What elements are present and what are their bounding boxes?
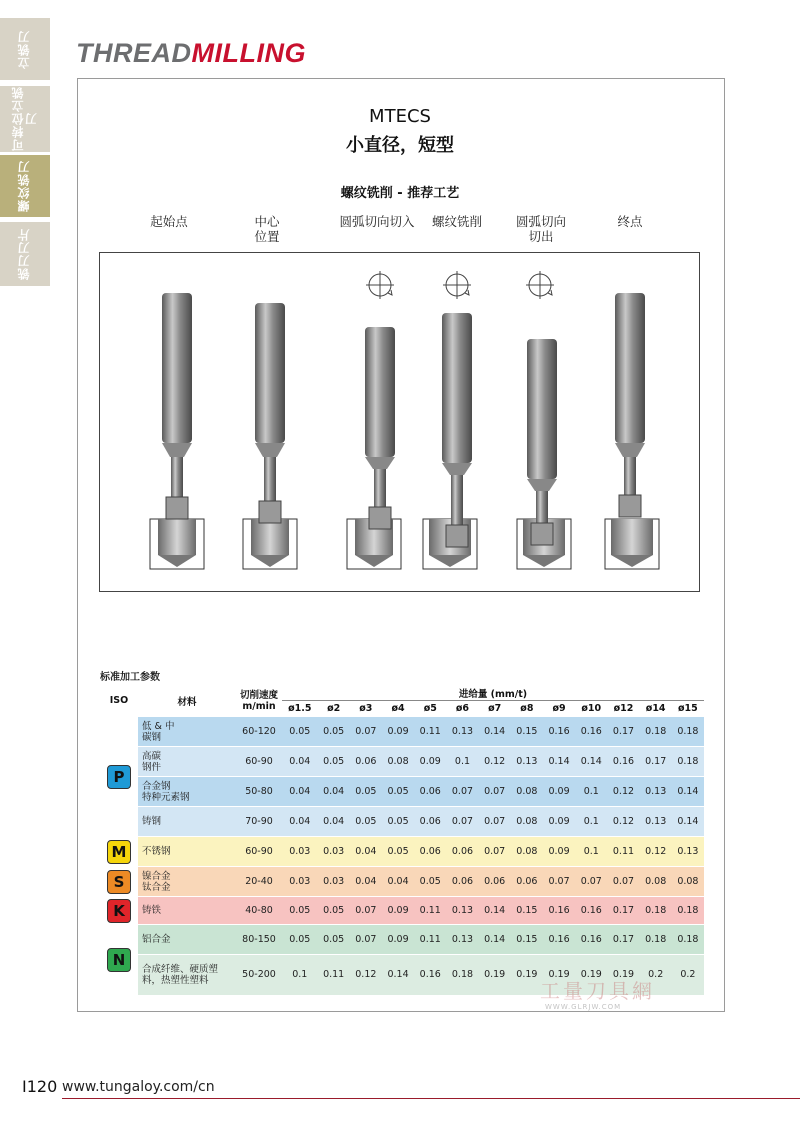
- speed-cell: 50-80: [236, 777, 282, 807]
- feed-cell: 0.09: [382, 717, 414, 747]
- feed-cell: 0.16: [575, 717, 607, 747]
- feed-cell: 0.14: [479, 925, 511, 955]
- feed-cell: 0.08: [640, 867, 672, 897]
- feed-cell: 0.05: [382, 777, 414, 807]
- speed-cell: 50-200: [236, 955, 282, 995]
- diameter-header: ø9: [543, 701, 575, 717]
- feed-cell: 0.06: [414, 777, 446, 807]
- diameter-header: ø4: [382, 701, 414, 717]
- feed-cell: 0.13: [446, 717, 478, 747]
- process-drawing: [100, 253, 699, 591]
- brand-part2: MILLING: [191, 38, 306, 68]
- feed-cell: 0.08: [511, 807, 543, 837]
- feed-cell: 0.08: [511, 777, 543, 807]
- speed-cell: 20-40: [236, 867, 282, 897]
- feed-cell: 0.09: [414, 747, 446, 777]
- feed-cell: 0.04: [318, 777, 350, 807]
- step-text: 起始点: [150, 214, 188, 229]
- process-illustration: [99, 252, 700, 592]
- iso-group-cell: [100, 867, 138, 897]
- feed-cell: 0.14: [672, 777, 704, 807]
- feed-cell: 0.03: [282, 867, 318, 897]
- watermark-logo: 工量刀具網: [540, 979, 655, 1003]
- table-row: [100, 897, 704, 925]
- feed-cell: 0.14: [543, 747, 575, 777]
- feed-cell: 0.16: [607, 747, 639, 777]
- material-cell: 铸钢: [138, 807, 236, 837]
- workpiece-blocks: [150, 519, 659, 569]
- material-cell: 合成纤维、硬质塑 料，热塑性塑料: [138, 955, 236, 995]
- feed-cell: 0.18: [672, 717, 704, 747]
- table-row: [100, 747, 704, 777]
- feed-cell: 0.05: [382, 807, 414, 837]
- feed-cell: 0.07: [543, 867, 575, 897]
- feed-cell: 0.18: [640, 925, 672, 955]
- speed-cell: 80-150: [236, 925, 282, 955]
- feed-cell: 0.16: [543, 897, 575, 925]
- feed-cell: 0.18: [672, 747, 704, 777]
- process-title: 螺纹铣削 - 推荐工艺: [340, 186, 460, 201]
- feed-cell: 0.11: [318, 955, 350, 995]
- side-tab-label: 可转位立铣刀: [10, 86, 38, 152]
- feed-cell: 0.05: [382, 837, 414, 867]
- feed-cell: 0.17: [607, 925, 639, 955]
- feed-cell: 0.13: [640, 807, 672, 837]
- iso-badge: K: [107, 899, 131, 923]
- feed-cell: 0.03: [318, 867, 350, 897]
- feed-cell: 0.06: [414, 807, 446, 837]
- table-caption: 标准加工参数: [100, 672, 160, 683]
- feed-cell: 0.19: [479, 955, 511, 995]
- product-name: 小直径，短型: [346, 135, 454, 156]
- side-tab-label: 立铣刀: [17, 29, 32, 69]
- feed-cell: 0.13: [446, 897, 478, 925]
- feed-cell: 0.05: [282, 717, 318, 747]
- diameter-header: ø14: [640, 701, 672, 717]
- feed-cell: 0.15: [511, 717, 543, 747]
- feed-cell: 0.11: [414, 925, 446, 955]
- feed-cell: 0.18: [640, 897, 672, 925]
- feed-cell: 0.08: [511, 837, 543, 867]
- step-label-start: [114, 214, 224, 229]
- material-cell: 合金钢 特种元素钢: [138, 777, 236, 807]
- feed-cell: 0.14: [479, 897, 511, 925]
- feed-cell: 0.12: [607, 807, 639, 837]
- feed-cell: 0.07: [479, 837, 511, 867]
- cutting-conditions-table: [100, 685, 704, 995]
- step-text: 螺纹铣削: [431, 214, 482, 229]
- feed-cell: 0.14: [479, 717, 511, 747]
- speed-cell: 40-80: [236, 897, 282, 925]
- header-material: 材料: [177, 696, 197, 708]
- circular-path-icon-2: [443, 271, 471, 299]
- brand-part1: THREAD: [76, 38, 192, 68]
- feed-cell: 0.16: [575, 897, 607, 925]
- table-row: [100, 807, 704, 837]
- feed-cell: 0.17: [640, 747, 672, 777]
- tool-start: [162, 293, 192, 519]
- feed-cell: 0.14: [382, 955, 414, 995]
- diameter-header: ø6: [446, 701, 478, 717]
- step-text: 中心 位置: [254, 214, 280, 244]
- feed-cell: 0.09: [382, 925, 414, 955]
- feed-cell: 0.08: [672, 867, 704, 897]
- feed-cell: 0.03: [318, 837, 350, 867]
- feed-cell: 0.04: [282, 807, 318, 837]
- feed-cell: 0.05: [318, 717, 350, 747]
- diameter-header: ø10: [575, 701, 607, 717]
- material-cell: 不锈钢: [138, 837, 236, 867]
- table-row: [100, 717, 704, 747]
- feed-cell: 0.06: [350, 747, 382, 777]
- feed-cell: 0.15: [511, 925, 543, 955]
- table-body: [100, 717, 704, 995]
- feed-cell: 0.18: [446, 955, 478, 995]
- iso-badge: M: [107, 840, 131, 864]
- header-feed: 进给量 (mm/t): [458, 688, 528, 700]
- feed-cell: 0.07: [446, 807, 478, 837]
- tool-end: [615, 293, 645, 517]
- step-label-end: [575, 214, 685, 229]
- feed-cell: 0.1: [575, 807, 607, 837]
- feed-cell: 0.03: [282, 837, 318, 867]
- iso-badge: N: [107, 948, 131, 972]
- speed-cell: 60-90: [236, 747, 282, 777]
- feed-cell: 0.18: [640, 717, 672, 747]
- feed-cell: 0.04: [318, 807, 350, 837]
- side-tab-label: 螺纹铣刀: [17, 160, 32, 212]
- tool-arc-out: [527, 339, 557, 545]
- feed-cell: 0.12: [640, 837, 672, 867]
- footer-divider: [62, 1098, 800, 1099]
- feed-cell: 0.09: [543, 807, 575, 837]
- header-iso: ISO: [109, 695, 129, 706]
- feed-cell: 0.13: [672, 837, 704, 867]
- speed-cell: 60-120: [236, 717, 282, 747]
- feed-cell: 0.07: [575, 867, 607, 897]
- feed-cell: 0.06: [414, 837, 446, 867]
- feed-cell: 0.13: [446, 925, 478, 955]
- feed-cell: 0.06: [511, 867, 543, 897]
- step-text: 圆弧切向 切出: [515, 214, 566, 244]
- tool-thread-milling: [442, 313, 472, 547]
- material-cell: 高碳 钢件: [138, 747, 236, 777]
- feed-cell: 0.05: [350, 807, 382, 837]
- feed-cell: 0.07: [607, 867, 639, 897]
- feed-cell: 0.1: [575, 837, 607, 867]
- feed-cell: 0.09: [382, 897, 414, 925]
- feed-cell: 0.05: [318, 747, 350, 777]
- iso-badge: P: [107, 765, 131, 789]
- feed-cell: 0.04: [282, 777, 318, 807]
- feed-cell: 0.06: [446, 837, 478, 867]
- feed-cell: 0.05: [350, 777, 382, 807]
- feed-cell: 0.09: [543, 837, 575, 867]
- diameter-header: ø5: [414, 701, 446, 717]
- feed-cell: 0.1: [575, 777, 607, 807]
- feed-cell: 0.07: [350, 925, 382, 955]
- watermark-url: WWW.GLRJW.COM: [545, 1003, 622, 1011]
- header-speed: 切削速度 m/min: [239, 689, 278, 712]
- page-number: I120: [22, 1077, 58, 1096]
- feed-cell: 0.11: [414, 717, 446, 747]
- feed-cell: 0.19: [543, 955, 575, 995]
- feed-cell: 0.19: [575, 955, 607, 995]
- feed-cell: 0.12: [479, 747, 511, 777]
- feed-cell: 0.12: [350, 955, 382, 995]
- feed-cell: 0.04: [382, 867, 414, 897]
- feed-cell: 0.12: [607, 777, 639, 807]
- side-tab-milling-inserts[interactable]: [0, 222, 50, 286]
- section-brand: [76, 38, 306, 69]
- circular-path-icon-1: [366, 271, 394, 299]
- feed-cell: 0.2: [640, 955, 672, 995]
- material-cell: 铝合金: [138, 925, 236, 955]
- feed-cell: 0.07: [446, 777, 478, 807]
- step-text: 终点: [617, 214, 643, 229]
- feed-cell: 0.16: [543, 717, 575, 747]
- feed-cell: 0.1: [282, 955, 318, 995]
- footer-url[interactable]: www.tungaloy.com/cn: [62, 1079, 215, 1095]
- step-text: 圆弧切向切入: [339, 214, 415, 229]
- diameter-header: ø8: [511, 701, 543, 717]
- diameter-header: ø1.5: [282, 701, 318, 717]
- diameter-header: ø15: [672, 701, 704, 717]
- feed-cell: 0.11: [607, 837, 639, 867]
- feed-cell: 0.09: [543, 777, 575, 807]
- feed-cell: 0.14: [575, 747, 607, 777]
- feed-cell: 0.11: [414, 897, 446, 925]
- feed-cell: 0.18: [672, 925, 704, 955]
- material-cell: 铸铁: [138, 897, 236, 925]
- diameter-header: ø2: [318, 701, 350, 717]
- feed-cell: 0.04: [350, 867, 382, 897]
- feed-cell: 0.19: [607, 955, 639, 995]
- table-row: [100, 925, 704, 955]
- tool-center: [255, 303, 285, 523]
- feed-cell: 0.06: [446, 867, 478, 897]
- feed-cell: 0.2: [672, 955, 704, 995]
- feed-cell: 0.07: [350, 717, 382, 747]
- speed-cell: 70-90: [236, 807, 282, 837]
- iso-group-cell: [100, 925, 138, 995]
- diameter-header: ø12: [607, 701, 639, 717]
- feed-cell: 0.05: [414, 867, 446, 897]
- table-row: [100, 777, 704, 807]
- table-row: [100, 867, 704, 897]
- circular-path-icon-3: [526, 271, 554, 299]
- feed-cell: 0.14: [672, 807, 704, 837]
- iso-group-cell: [100, 837, 138, 867]
- iso-badge: S: [107, 870, 131, 894]
- side-tab-label: 铣刀刀片: [17, 228, 32, 280]
- feed-cell: 0.17: [607, 717, 639, 747]
- feed-cell: 0.19: [511, 955, 543, 995]
- feed-cell: 0.16: [414, 955, 446, 995]
- tool-arc-in: [365, 327, 395, 529]
- feed-cell: 0.05: [282, 925, 318, 955]
- iso-group-cell: [100, 717, 138, 837]
- table-row: [100, 837, 704, 867]
- speed-cell: 60-90: [236, 837, 282, 867]
- feed-cell: 0.05: [282, 897, 318, 925]
- feed-cell: 0.18: [672, 897, 704, 925]
- product-model: MTECS: [369, 106, 431, 127]
- diameter-header: ø3: [350, 701, 382, 717]
- feed-cell: 0.13: [640, 777, 672, 807]
- feed-cell: 0.05: [318, 897, 350, 925]
- feed-cell: 0.08: [382, 747, 414, 777]
- side-tab-end-mills[interactable]: [0, 18, 50, 80]
- feed-cell: 0.1: [446, 747, 478, 777]
- material-cell: 镍合金 钛合金: [138, 867, 236, 897]
- feed-cell: 0.04: [282, 747, 318, 777]
- feed-cell: 0.17: [607, 897, 639, 925]
- feed-cell: 0.15: [511, 897, 543, 925]
- iso-group-cell: [100, 897, 138, 925]
- step-label-center: [212, 214, 322, 244]
- feed-cell: 0.16: [543, 925, 575, 955]
- feed-cell: 0.07: [350, 897, 382, 925]
- feed-cell: 0.16: [575, 925, 607, 955]
- feed-cell: 0.13: [511, 747, 543, 777]
- feed-cell: 0.06: [479, 867, 511, 897]
- feed-cell: 0.07: [479, 777, 511, 807]
- feed-cell: 0.07: [479, 807, 511, 837]
- feed-cell: 0.05: [318, 925, 350, 955]
- material-cell: 低 & 中 碳钢: [138, 717, 236, 747]
- feed-cell: 0.04: [350, 837, 382, 867]
- diameter-header: ø7: [479, 701, 511, 717]
